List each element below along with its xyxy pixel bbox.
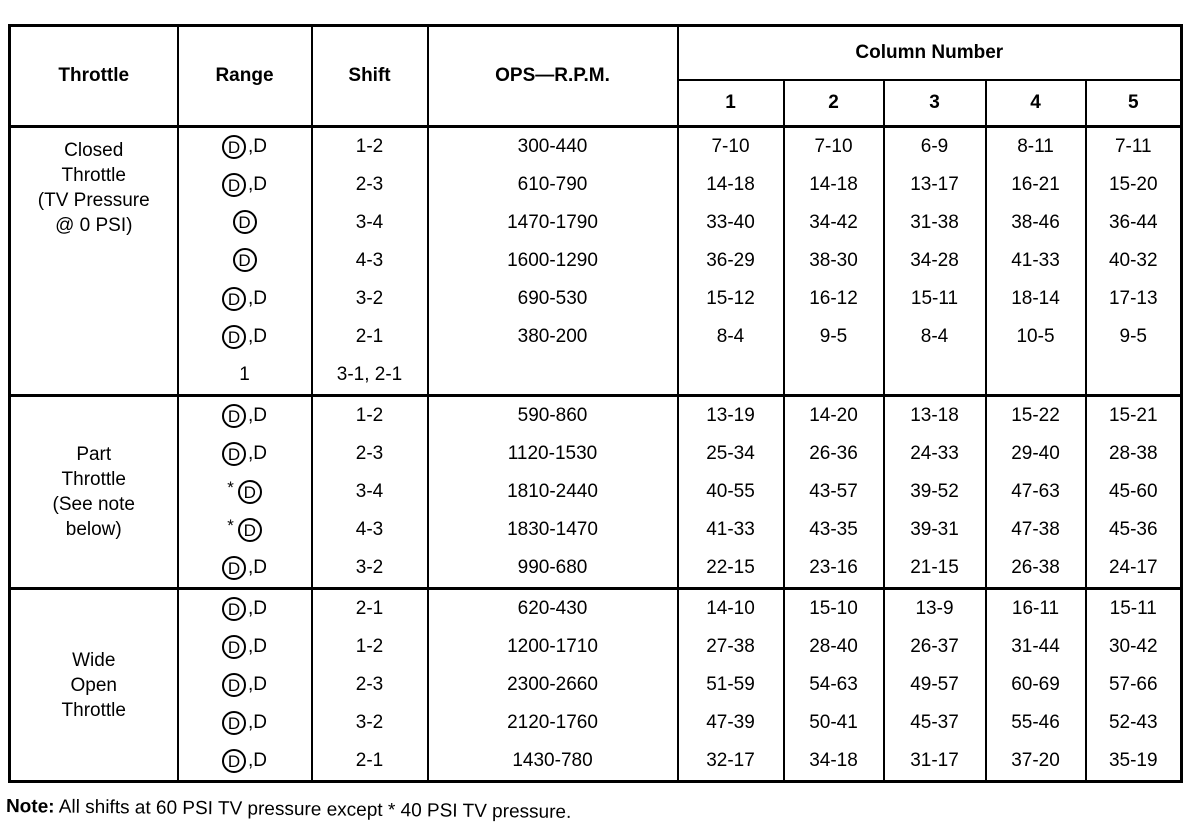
column-5-cell: 45-36: [1086, 511, 1182, 549]
ops-rpm-cell: 300-440: [428, 127, 678, 167]
column-1-cell: 8-4: [678, 318, 784, 356]
drive-circle-icon: D: [222, 635, 246, 659]
ops-rpm-cell: 1600-1290: [428, 242, 678, 280]
column-1-cell: 41-33: [678, 511, 784, 549]
shift-cell: 2-3: [312, 166, 428, 204]
ops-rpm-cell: 590-860: [428, 396, 678, 436]
range-header: Range: [178, 26, 312, 127]
shift-speed-table: [8, 24, 1183, 783]
column-2-cell: 50-41: [784, 704, 884, 742]
column-5-cell: 28-38: [1086, 435, 1182, 473]
column-5-cell: 7-11: [1086, 127, 1182, 167]
ops-rpm-header: OPS—R.P.M.: [428, 26, 678, 127]
column-3-header: 3: [884, 80, 986, 127]
column-3-cell: 8-4: [884, 318, 986, 356]
column-1-header: 1: [678, 80, 784, 127]
column-4-cell: 16-21: [986, 166, 1086, 204]
range-cell: [178, 589, 312, 629]
column-3-cell: 6-9: [884, 127, 986, 167]
range-extra: ,D: [248, 442, 267, 464]
asterisk-mark: *: [227, 478, 234, 497]
shift-cell: 1-2: [312, 396, 428, 436]
ops-rpm-cell: 690-530: [428, 280, 678, 318]
column-3-cell: 21-15: [884, 549, 986, 589]
column-5-cell: 45-60: [1086, 473, 1182, 511]
column-1-cell: 27-38: [678, 628, 784, 666]
column-2-cell: [784, 356, 884, 396]
column-4-cell: 60-69: [986, 666, 1086, 704]
column-3-cell: 26-37: [884, 628, 986, 666]
table-row: [10, 473, 1182, 511]
drive-circle-icon: D: [222, 173, 246, 197]
range-extra: ,D: [248, 404, 267, 426]
column-1-cell: 40-55: [678, 473, 784, 511]
range-value: [222, 555, 267, 581]
column-4-cell: 29-40: [986, 435, 1086, 473]
drive-circle-icon: D: [238, 518, 262, 542]
shift-cell: 1-2: [312, 127, 428, 167]
column-4-cell: 10-5: [986, 318, 1086, 356]
range-cell: [178, 704, 312, 742]
ops-rpm-cell: 1810-2440: [428, 473, 678, 511]
range-cell: [178, 396, 312, 436]
column-3-cell: 45-37: [884, 704, 986, 742]
ops-rpm-cell: 1470-1790: [428, 204, 678, 242]
column-3-cell: 31-17: [884, 742, 986, 782]
throttle-label-line: Throttle: [61, 165, 126, 186]
column-1-cell: 32-17: [678, 742, 784, 782]
table-row: [10, 511, 1182, 549]
column-5-cell: 30-42: [1086, 628, 1182, 666]
range-value: [222, 672, 267, 698]
range-extra: ,D: [248, 135, 267, 157]
range-value: 1: [239, 364, 250, 385]
shift-cell: 3-4: [312, 473, 428, 511]
range-cell: [178, 204, 312, 242]
drive-circle-icon: D: [222, 556, 246, 580]
throttle-label-line: Throttle: [61, 469, 126, 490]
range-extra: ,D: [248, 173, 267, 195]
column-3-cell: 13-18: [884, 396, 986, 436]
column-4-cell: 31-44: [986, 628, 1086, 666]
throttle-label-line: Closed: [64, 140, 124, 161]
table-body: [10, 127, 1182, 782]
range-extra: ,D: [248, 325, 267, 347]
column-5-cell: 57-66: [1086, 666, 1182, 704]
column-1-cell: 13-19: [678, 396, 784, 436]
column-3-cell: 24-33: [884, 435, 986, 473]
range-value: [222, 710, 267, 736]
table-row: [10, 628, 1182, 666]
column-1-cell: 36-29: [678, 242, 784, 280]
column-3-cell: 13-17: [884, 166, 986, 204]
column-4-cell: 16-11: [986, 589, 1086, 629]
drive-circle-icon: D: [222, 442, 246, 466]
column-2-cell: 54-63: [784, 666, 884, 704]
shift-header: Shift: [312, 26, 428, 127]
column-1-cell: 47-39: [678, 704, 784, 742]
shift-cell: 3-2: [312, 704, 428, 742]
column-2-cell: 43-57: [784, 473, 884, 511]
column-2-cell: 34-42: [784, 204, 884, 242]
range-value: [222, 748, 267, 774]
shift-cell: 3-1, 2-1: [312, 356, 428, 396]
column-2-cell: 38-30: [784, 242, 884, 280]
range-cell: [178, 473, 312, 511]
ops-rpm-cell: 1200-1710: [428, 628, 678, 666]
drive-circle-icon: D: [222, 749, 246, 773]
column-5-cell: [1086, 356, 1182, 396]
table-row: [10, 166, 1182, 204]
column-5-cell: 24-17: [1086, 549, 1182, 589]
throttle-label-line: (TV Pressure: [37, 190, 150, 211]
shift-cell: 4-3: [312, 242, 428, 280]
column-2-cell: 15-10: [784, 589, 884, 629]
column-1-cell: 51-59: [678, 666, 784, 704]
column-3-cell: 49-57: [884, 666, 986, 704]
range-value: [222, 634, 267, 660]
range-cell: [178, 356, 312, 396]
column-1-cell: 22-15: [678, 549, 784, 589]
range-value: [222, 403, 267, 429]
range-cell: [178, 511, 312, 549]
shift-cell: 2-3: [312, 666, 428, 704]
drive-circle-icon: D: [222, 673, 246, 697]
range-value: [222, 134, 267, 160]
column-4-cell: 41-33: [986, 242, 1086, 280]
column-4-cell: 18-14: [986, 280, 1086, 318]
shift-cell: 1-2: [312, 628, 428, 666]
range-cell: [178, 127, 312, 167]
column-2-cell: 14-20: [784, 396, 884, 436]
ops-rpm-cell: 1430-780: [428, 742, 678, 782]
range-extra: ,D: [248, 711, 267, 733]
shift-cell: 2-1: [312, 742, 428, 782]
throttle-header: Throttle: [10, 26, 178, 127]
table-row: [10, 549, 1182, 589]
table-row: [10, 435, 1182, 473]
column-1-cell: 25-34: [678, 435, 784, 473]
column-2-cell: 23-16: [784, 549, 884, 589]
column-1-cell: 14-18: [678, 166, 784, 204]
throttle-group-label: [10, 589, 178, 782]
drive-circle-icon: D: [222, 597, 246, 621]
range-cell: [178, 742, 312, 782]
column-4-cell: 55-46: [986, 704, 1086, 742]
drive-circle-icon: D: [222, 135, 246, 159]
column-5-cell: 17-13: [1086, 280, 1182, 318]
column-4-cell: 37-20: [986, 742, 1086, 782]
range-value: [227, 479, 262, 505]
column-4-cell: 15-22: [986, 396, 1086, 436]
shift-cell: 3-2: [312, 280, 428, 318]
range-cell: [178, 435, 312, 473]
column-2-cell: 43-35: [784, 511, 884, 549]
range-value: [233, 248, 257, 272]
range-cell: [178, 280, 312, 318]
ops-rpm-cell: 380-200: [428, 318, 678, 356]
range-cell: [178, 242, 312, 280]
shift-cell: 3-4: [312, 204, 428, 242]
column-5-cell: 15-11: [1086, 589, 1182, 629]
range-value: [222, 286, 267, 312]
table-row: [10, 204, 1182, 242]
table-header: [10, 26, 1182, 127]
range-value: [222, 596, 267, 622]
column-5-cell: 52-43: [1086, 704, 1182, 742]
drive-circle-icon: D: [233, 210, 257, 234]
ops-rpm-cell: 2300-2660: [428, 666, 678, 704]
column-3-cell: 34-28: [884, 242, 986, 280]
column-1-cell: 7-10: [678, 127, 784, 167]
column-3-cell: 15-11: [884, 280, 986, 318]
shift-cell: 4-3: [312, 511, 428, 549]
column-3-cell: 39-31: [884, 511, 986, 549]
drive-circle-icon: D: [222, 325, 246, 349]
range-extra: ,D: [248, 597, 267, 619]
table-row: [10, 318, 1182, 356]
throttle-label-line: Open: [70, 674, 117, 696]
ops-rpm-cell: 990-680: [428, 549, 678, 589]
range-cell: [178, 628, 312, 666]
range-cell: [178, 166, 312, 204]
range-cell: [178, 549, 312, 589]
column-5-cell: 9-5: [1086, 318, 1182, 356]
column-2-cell: 28-40: [784, 628, 884, 666]
column-4-cell: [986, 356, 1086, 396]
column-3-cell: 39-52: [884, 473, 986, 511]
shift-cell: 2-3: [312, 435, 428, 473]
throttle-group-label: [10, 127, 178, 396]
column-1-cell: 14-10: [678, 589, 784, 629]
range-extra: ,D: [248, 556, 267, 578]
column-number-header: Column Number: [678, 26, 1182, 81]
column-4-cell: 26-38: [986, 549, 1086, 589]
column-2-cell: 16-12: [784, 280, 884, 318]
drive-circle-icon: D: [222, 287, 246, 311]
range-value: [227, 517, 262, 543]
range-value: [222, 324, 267, 350]
column-2-cell: 26-36: [784, 435, 884, 473]
shift-cell: 2-1: [312, 318, 428, 356]
range-extra: ,D: [248, 635, 267, 657]
column-3-cell: 31-38: [884, 204, 986, 242]
column-3-cell: 13-9: [884, 589, 986, 629]
throttle-label-line: Part: [76, 444, 112, 465]
table-row: [10, 280, 1182, 318]
drive-circle-icon: D: [222, 711, 246, 735]
range-extra: ,D: [248, 749, 267, 771]
shift-cell: 2-1: [312, 589, 428, 629]
note-label: Note:: [5, 796, 55, 818]
column-5-cell: 40-32: [1086, 242, 1182, 280]
range-extra: ,D: [248, 287, 267, 309]
column-5-cell: 15-21: [1086, 396, 1182, 436]
column-4-cell: 38-46: [986, 204, 1086, 242]
column-5-cell: 36-44: [1086, 204, 1182, 242]
column-4-header: 4: [986, 80, 1086, 127]
drive-circle-icon: D: [233, 248, 257, 272]
ops-rpm-cell: 2120-1760: [428, 704, 678, 742]
drive-circle-icon: D: [238, 480, 262, 504]
column-5-cell: 15-20: [1086, 166, 1182, 204]
asterisk-mark: *: [227, 516, 234, 535]
column-4-cell: 47-38: [986, 511, 1086, 549]
column-2-cell: 34-18: [784, 742, 884, 782]
throttle-label-line: (See note: [52, 494, 135, 515]
column-4-cell: 47-63: [986, 473, 1086, 511]
range-value: [233, 210, 257, 234]
column-4-cell: 8-11: [986, 127, 1086, 167]
ops-rpm-cell: 1120-1530: [428, 435, 678, 473]
column-5-cell: 35-19: [1086, 742, 1182, 782]
ops-rpm-cell: [428, 356, 678, 396]
throttle-label-line: below): [65, 519, 122, 540]
throttle-label-line: Wide: [72, 649, 116, 671]
table-row: [10, 242, 1182, 280]
column-3-cell: [884, 356, 986, 396]
table-row: [10, 396, 1182, 436]
table-row: [10, 589, 1182, 629]
ops-rpm-cell: 1830-1470: [428, 511, 678, 549]
ops-rpm-cell: 620-430: [428, 589, 678, 629]
table-row: [10, 127, 1182, 167]
table-row: [10, 666, 1182, 704]
range-value: [222, 172, 267, 198]
table-row: [10, 742, 1182, 782]
shift-cell: 3-2: [312, 549, 428, 589]
column-1-cell: [678, 356, 784, 396]
throttle-label-line: Throttle: [61, 699, 126, 721]
column-2-cell: 7-10: [784, 127, 884, 167]
column-2-cell: 14-18: [784, 166, 884, 204]
note-text: All shifts at 60 PSI TV pressure except * 40 PSI TV pressure.: [54, 796, 572, 823]
throttle-label-line: @ 0 PSI): [55, 215, 133, 236]
ops-rpm-cell: 610-790: [428, 166, 678, 204]
column-5-header: 5: [1086, 80, 1182, 127]
range-value: [222, 441, 267, 467]
drive-circle-icon: D: [222, 404, 246, 428]
throttle-group-label: [10, 396, 178, 589]
table-row: [10, 356, 1182, 396]
column-2-header: 2: [784, 80, 884, 127]
range-cell: [178, 666, 312, 704]
footnote: [6, 796, 572, 824]
column-1-cell: 33-40: [678, 204, 784, 242]
table-row: [10, 704, 1182, 742]
column-1-cell: 15-12: [678, 280, 784, 318]
range-extra: ,D: [248, 673, 267, 695]
range-cell: [178, 318, 312, 356]
column-2-cell: 9-5: [784, 318, 884, 356]
